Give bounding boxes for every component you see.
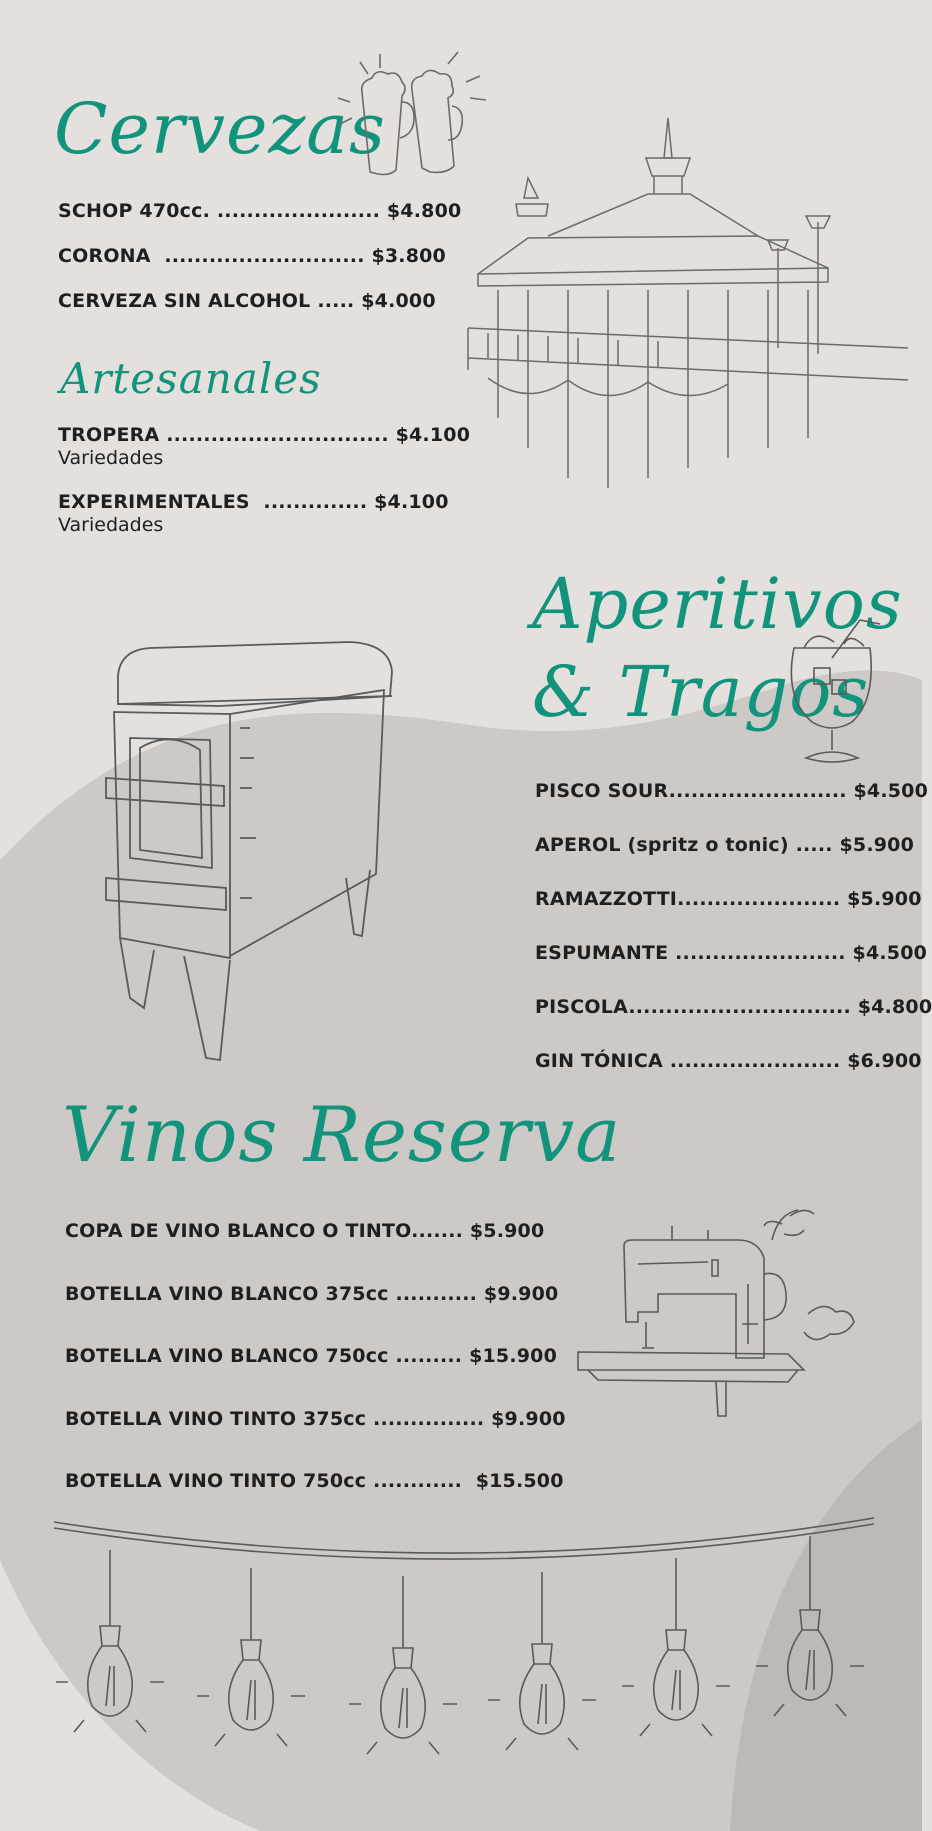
menu-item: [58, 491, 449, 536]
menu-item: [535, 780, 928, 802]
item-name: CORONA: [58, 245, 151, 267]
sewing-machine-icon: [568, 1204, 868, 1424]
item-dots: .....: [795, 834, 833, 856]
item-price: $5.900: [469, 1220, 545, 1242]
item-name: SCHOP 470cc.: [58, 200, 211, 222]
cervezas-title: Cervezas: [54, 88, 386, 170]
item-name: TROPERA: [58, 424, 160, 446]
string-lights-icon: [54, 1506, 876, 1806]
menu-item: [58, 290, 436, 312]
item-dots: .......................: [675, 942, 846, 964]
gazebo-pier-icon: [468, 118, 908, 508]
menu-item: [535, 996, 932, 1018]
item-name: CERVEZA SIN ALCOHOL: [58, 290, 311, 312]
menu-item: [65, 1220, 544, 1242]
item-name: APEROL (spritz o tonic): [535, 834, 789, 856]
item-dots: .....: [317, 290, 355, 312]
item-name: BOTELLA VINO TINTO 750cc: [65, 1470, 367, 1492]
item-dots: ......................: [677, 888, 841, 910]
item-note: Variedades: [58, 447, 164, 469]
item-dots: .......: [411, 1220, 464, 1242]
wood-stove-icon: [100, 638, 410, 1068]
item-price: $15.500: [475, 1470, 564, 1492]
item-price: $5.900: [847, 888, 922, 910]
item-price: $9.900: [491, 1408, 566, 1430]
artesanales-title: Artesanales: [60, 354, 322, 403]
item-dots: .........: [395, 1345, 463, 1367]
menu-item: [58, 200, 461, 222]
item-name: COPA DE VINO BLANCO O TINTO: [65, 1220, 412, 1242]
item-dots: ........................: [668, 780, 847, 802]
aperitivos-title-line1: Aperitivos: [532, 563, 903, 645]
item-name: BOTELLA VINO BLANCO 750cc: [65, 1345, 389, 1367]
item-name: GIN TÓNICA: [535, 1050, 663, 1072]
item-dots: ...........................: [164, 245, 365, 267]
menu-item: [535, 888, 922, 910]
menu-item: [535, 1050, 922, 1072]
menu-item: [65, 1345, 557, 1367]
menu-item: [65, 1283, 558, 1305]
item-price: $6.900: [847, 1050, 922, 1072]
item-name: EXPERIMENTALES: [58, 491, 250, 513]
item-price: $4.100: [374, 491, 449, 513]
menu-item: [58, 245, 446, 267]
menu-item: [65, 1408, 566, 1430]
item-dots: ..............................: [166, 424, 389, 446]
item-name: BOTELLA VINO BLANCO 375cc: [65, 1283, 389, 1305]
item-dots: ..............................: [628, 996, 851, 1018]
item-price: $4.000: [361, 290, 436, 312]
item-dots: .......................: [669, 1050, 841, 1072]
item-dots: ...........: [395, 1283, 478, 1305]
item-price: $4.100: [395, 424, 471, 446]
item-name: PISCOLA: [535, 996, 629, 1018]
cocktail-glass-icon: [784, 618, 884, 768]
item-price: $5.900: [839, 834, 915, 856]
item-name: BOTELLA VINO TINTO 375cc: [65, 1408, 367, 1430]
menu-item: [58, 424, 470, 469]
vinos-title: Vinos Reserva: [62, 1090, 622, 1179]
item-dots: ...............: [373, 1408, 485, 1430]
menu-item: [535, 834, 914, 856]
item-price: $9.900: [483, 1283, 559, 1305]
item-note: Variedades: [58, 514, 164, 536]
item-name: ESPUMANTE: [535, 942, 669, 964]
item-price: $15.900: [469, 1345, 558, 1367]
item-price: $4.500: [853, 780, 929, 802]
item-price: $4.500: [852, 942, 928, 964]
item-dots: ............: [373, 1470, 463, 1492]
item-dots: ......................: [216, 200, 381, 222]
item-name: RAMAZZOTTI: [535, 888, 678, 910]
menu-item: [65, 1470, 564, 1492]
item-dots: ..............: [263, 491, 368, 513]
item-price: $4.800: [857, 996, 932, 1018]
menu-item: [535, 942, 927, 964]
item-price: $3.800: [371, 245, 446, 267]
item-price: $4.800: [386, 200, 462, 222]
item-name: PISCO SOUR: [535, 780, 669, 802]
aperitivos-title-line2: & Tragos: [532, 651, 870, 733]
